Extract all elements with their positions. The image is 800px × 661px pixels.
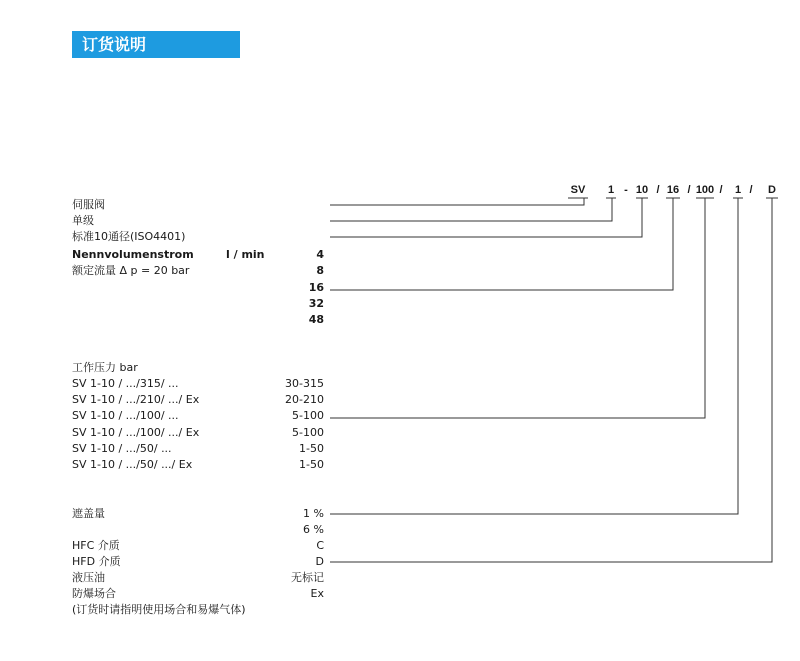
pressure-row-value: 1-50 <box>299 442 324 455</box>
label-unit: l / min <box>226 248 265 261</box>
flow-option: 48 <box>308 313 324 326</box>
code-dash: - <box>624 184 628 196</box>
code-overlap: 1 <box>734 184 742 196</box>
code-slash-1: / <box>656 184 660 196</box>
code-slash-2: / <box>687 184 691 196</box>
label-overlap: 遮盖量 <box>72 507 105 520</box>
code-1: 1 <box>607 184 615 196</box>
overlap-option: 6 % <box>303 523 324 536</box>
pressure-row-value: 5-100 <box>292 409 324 422</box>
code-10: 10 <box>635 184 649 196</box>
connector-standard <box>330 198 642 237</box>
fluid-option-ex: Ex <box>310 587 324 600</box>
fluid-option-hfd: D <box>315 555 324 568</box>
connector-pressure <box>330 198 705 418</box>
pressure-row-value: 5-100 <box>292 426 324 439</box>
pressure-row-value: 1-50 <box>299 458 324 471</box>
connector-overlap <box>330 198 738 514</box>
pressure-row-label: SV 1-10 / .../100/ .../ Ex <box>72 426 200 439</box>
connector-servo-valve <box>330 198 584 205</box>
pressure-row-value: 30-315 <box>285 377 324 390</box>
label-hydraulic-oil: 液压油 <box>72 571 105 584</box>
flow-option: 32 <box>308 297 324 310</box>
code-sv: SV <box>570 184 586 196</box>
label-single-stage: 单级 <box>72 214 94 227</box>
pressure-row-value: 20-210 <box>285 393 324 406</box>
flow-option: 16 <box>308 281 324 294</box>
pressure-row-label: SV 1-10 / .../100/ ... <box>72 409 179 422</box>
label-work-pressure: 工作压力 bar <box>72 361 138 374</box>
pressure-row-label: SV 1-10 / .../50/ .../ Ex <box>72 458 193 471</box>
pressure-row-label: SV 1-10 / .../50/ ... <box>72 442 172 455</box>
section-title: 订货说明 <box>72 31 240 58</box>
pressure-row-label: SV 1-10 / .../210/ .../ Ex <box>72 393 200 406</box>
label-rated-flow: 额定流量 Δ p = 20 bar <box>72 264 190 277</box>
label-hfc: HFC 介质 <box>72 539 120 552</box>
label-hfd: HFD 介质 <box>72 555 121 568</box>
code-slash-4: / <box>749 184 753 196</box>
fluid-option-hfc: C <box>316 539 324 552</box>
code-100: 100 <box>695 184 715 196</box>
pressure-row-label: SV 1-10 / .../315/ ... <box>72 377 179 390</box>
connector-fluid <box>330 198 772 562</box>
overlap-option: 1 % <box>303 507 324 520</box>
connector-single-stage <box>330 198 612 221</box>
label-nenn: Nennvolumenstrom <box>72 248 194 261</box>
fluid-option-oil: 无标记 <box>291 571 324 584</box>
label-note: (订货时请指明使用场合和易爆气体) <box>72 603 246 616</box>
flow-option: 4 <box>316 248 324 261</box>
label-standard: 标准10通径(ISO4401) <box>72 230 186 243</box>
code-slash-3: / <box>719 184 723 196</box>
code-16: 16 <box>666 184 680 196</box>
flow-option: 8 <box>316 264 324 277</box>
code-fluid: D <box>768 184 776 196</box>
connector-flow <box>330 198 673 290</box>
label-servo-valve: 伺服阀 <box>72 198 105 211</box>
label-explosion: 防爆场合 <box>72 587 116 600</box>
